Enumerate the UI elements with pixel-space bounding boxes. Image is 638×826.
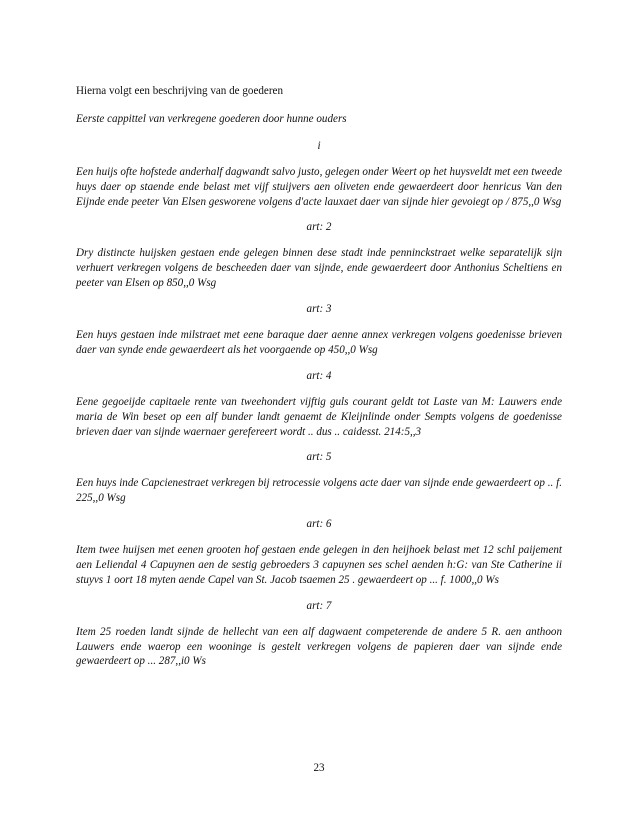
- article-text: Item twee huijsen met eenen grooten hof gestaen ende gelegen in den heijhoek belast met 12 schl paijement aen Leliendal 4 Capuynen aen de sestig gebroeders 3 capuynen ses schel aenden h:G: van Ste Catherine ii stuyvs 1 oort 18 myten aende Capel van St. Jacob tsaemen 25 . gewaerdeert op ... f. 1000,,0 Ws: [76, 544, 562, 586]
- article-label: i: [317, 139, 321, 152]
- document-heading: Hierna volgt een beschrijving van de goederen: [76, 85, 284, 97]
- article-label: art: 5: [306, 451, 332, 464]
- chapter-subheading: Eerste cappittel van verkregene goederen door hunne ouders: [76, 112, 347, 125]
- article-label: art: 7: [306, 599, 332, 612]
- article-text: Een huijs ofte hofstede anderhalf dagwandt salvo justo, gelegen onder Weert op het huysveldt met een tweede huys daer op staende ende belast met vijf stuijvers aen oliveten ende gewaerdeert door henricus Van den Eijnde ende peeter Van Elsen gesworene volgens d'acte lauxaet daer van sijnde hier gevoiegt op / 875,,0 Wsg: [76, 165, 562, 208]
- article-label: art: 3: [306, 303, 332, 316]
- page-number: 23: [313, 762, 325, 774]
- article-text: Een huys gestaen inde milstraet met eene baraque daer aenne annex verkregen volgens goedenisse brieven daer van synde ende gewaerdeert als het voorgaende op 450,,0 Wsg: [76, 328, 562, 356]
- article-text: Eene gegoeijde capitaele rente van tweehondert vijftig guls courant geldt tot Laste van M: Lauwers ende maria de Win beset op een alf bunder landt genaemt de Kleijnlinde onder Sempts volgens de goedenisse brieven daer van sijnde waernaer gerefereert wordt .. dus .. caidesst. 214:5,,3: [76, 395, 562, 438]
- article-text: Item 25 roeden landt sijnde de hellecht van een alf dagwaent competerende de andere 5 R. aen anthoon Lauwers ende waerop een wooninge is gestelt verkregen volgens de papieren daer van sijnde ende gewaerdeert op ... 287,,i0 Ws: [76, 625, 562, 668]
- article-label: art: 2: [306, 221, 332, 234]
- article-text: Dry distincte huijsken gestaen ende gelegen binnen dese stadt inde penninckstraet welke separatelijk sijn verhuert verkregen volgens de bescheeden daer van sijnde, ende gewaerdeert door Anthonius Scheltiens en peeter van Elsen op 850,,0 Wsg: [76, 247, 562, 290]
- article-text: Een huys inde Capcienestraet verkregen bij retrocessie volgens acte daer van sijnde ende gewaerdeert op .. f. 225,,0 Wsg: [76, 477, 562, 505]
- article-label: art: 6: [306, 518, 332, 531]
- article-label: art: 4: [306, 369, 332, 382]
- document-page: [76, 84, 562, 680]
